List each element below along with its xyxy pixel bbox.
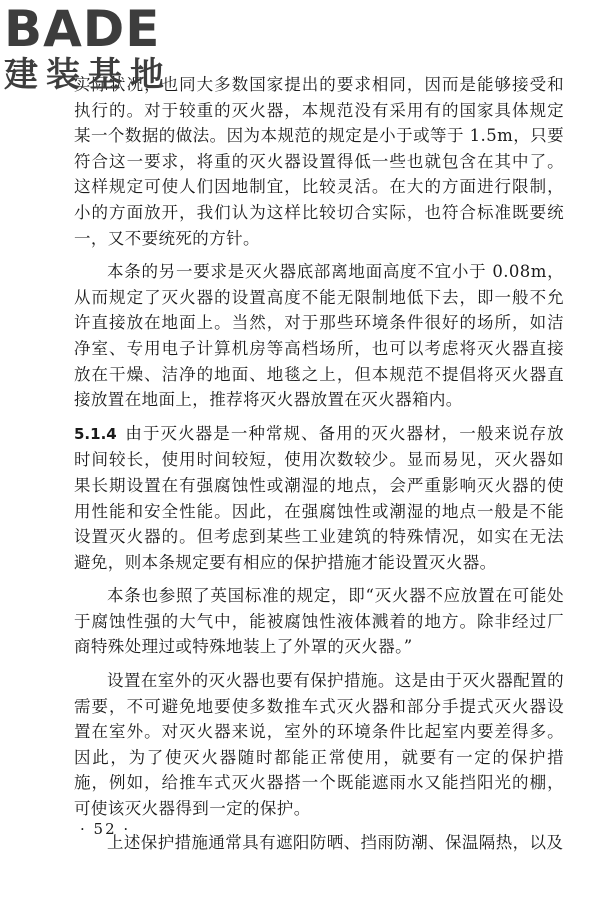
paragraph-text: 本条也参照了英国标准的规定，即“灭火器不应放置在可能处于腐蚀性强的大气中，能被腐蚀性液体溅着的地方。除非经过厂商特殊处理过或特殊地装上了外罩的灭火器。” [74,586,564,657]
paragraph-text: 设置在室外的灭火器也要有保护措施。这是由于灭火器配置的需要，不可避免地要使多数推车式灭火器和部分手提式灭火器设置在室外。对灭火器来说，室外的环境条件比起室内要差得多。因此，为了使灭火器随时都能正常使用，就要有一定的保护措施，例如，给推车式灭火器搭一个既能遮雨水又能挡阳光的棚，可使该灭火器得到一定的保护。 [74,671,564,819]
paragraph-2 [74,259,564,413]
page-number: · 52 · [80,820,131,838]
section-number: 5.1.4 [74,424,117,443]
paragraph-4 [74,583,564,660]
paragraph-6 [74,830,564,856]
logo-subtitle: 建装基地 [4,55,172,95]
paragraph-1 [74,72,564,251]
paragraph-5 [74,668,564,822]
paragraph-text: 由于灭火器是一种常规、备用的灭火器材，一般来说存放时间较长，使用时间较短，使用次数较少。显而易见，灭火器如果长期设置在有强腐蚀性或潮湿的地点，会严重影响灭火器的使用性能和安全性能。因此，在强腐蚀性或潮湿的地点一般是不能设置灭火器的。但考虑到某些工业建筑的特殊情况，如实在无法避免，则本条规定要有相应的保护措施才能设置灭火器。 [74,423,564,572]
paragraph-text: 上述保护措施通常具有遮阳防晒、挡雨防潮、保温隔热，以及 [107,832,564,852]
paragraph-text: 实际状况，也同大多数国家提出的要求相同，因而是能够接受和执行的。对于较重的灭火器，本规范没有采用有的国家具体规定某一个数据的做法。因为本规范的规定是小于或等于 1.5m，只要符合这一要求，将重的灭火器设置得低一些也就包含在其中了。这样规定可使人们因地制宜，比较灵活。在大的方面进行限制，小的方面放开，我们认为这样比较切合实际，也符合标准既要统一，又不要统死的方针。 [74,75,564,248]
document-body [74,72,564,863]
paragraph-3 [74,421,564,576]
logo-wordmark: BADE [4,0,161,58]
paragraph-text: 本条的另一要求是灭火器底部离地面高度不宜小于 0.08m，从而规定了灭火器的设置高度不能无限制地低下去，即一般不允许直接放在地面上。当然，对于那些环境条件很好的场所，如洁净室、专用电子计算机房等高档场所，也可以考虑将灭火器直接放在干燥、洁净的地面、地毯之上，但本规范不提倡将灭火器直接放置在地面上，推荐将灭火器放置在灭火器箱内。 [74,262,564,410]
